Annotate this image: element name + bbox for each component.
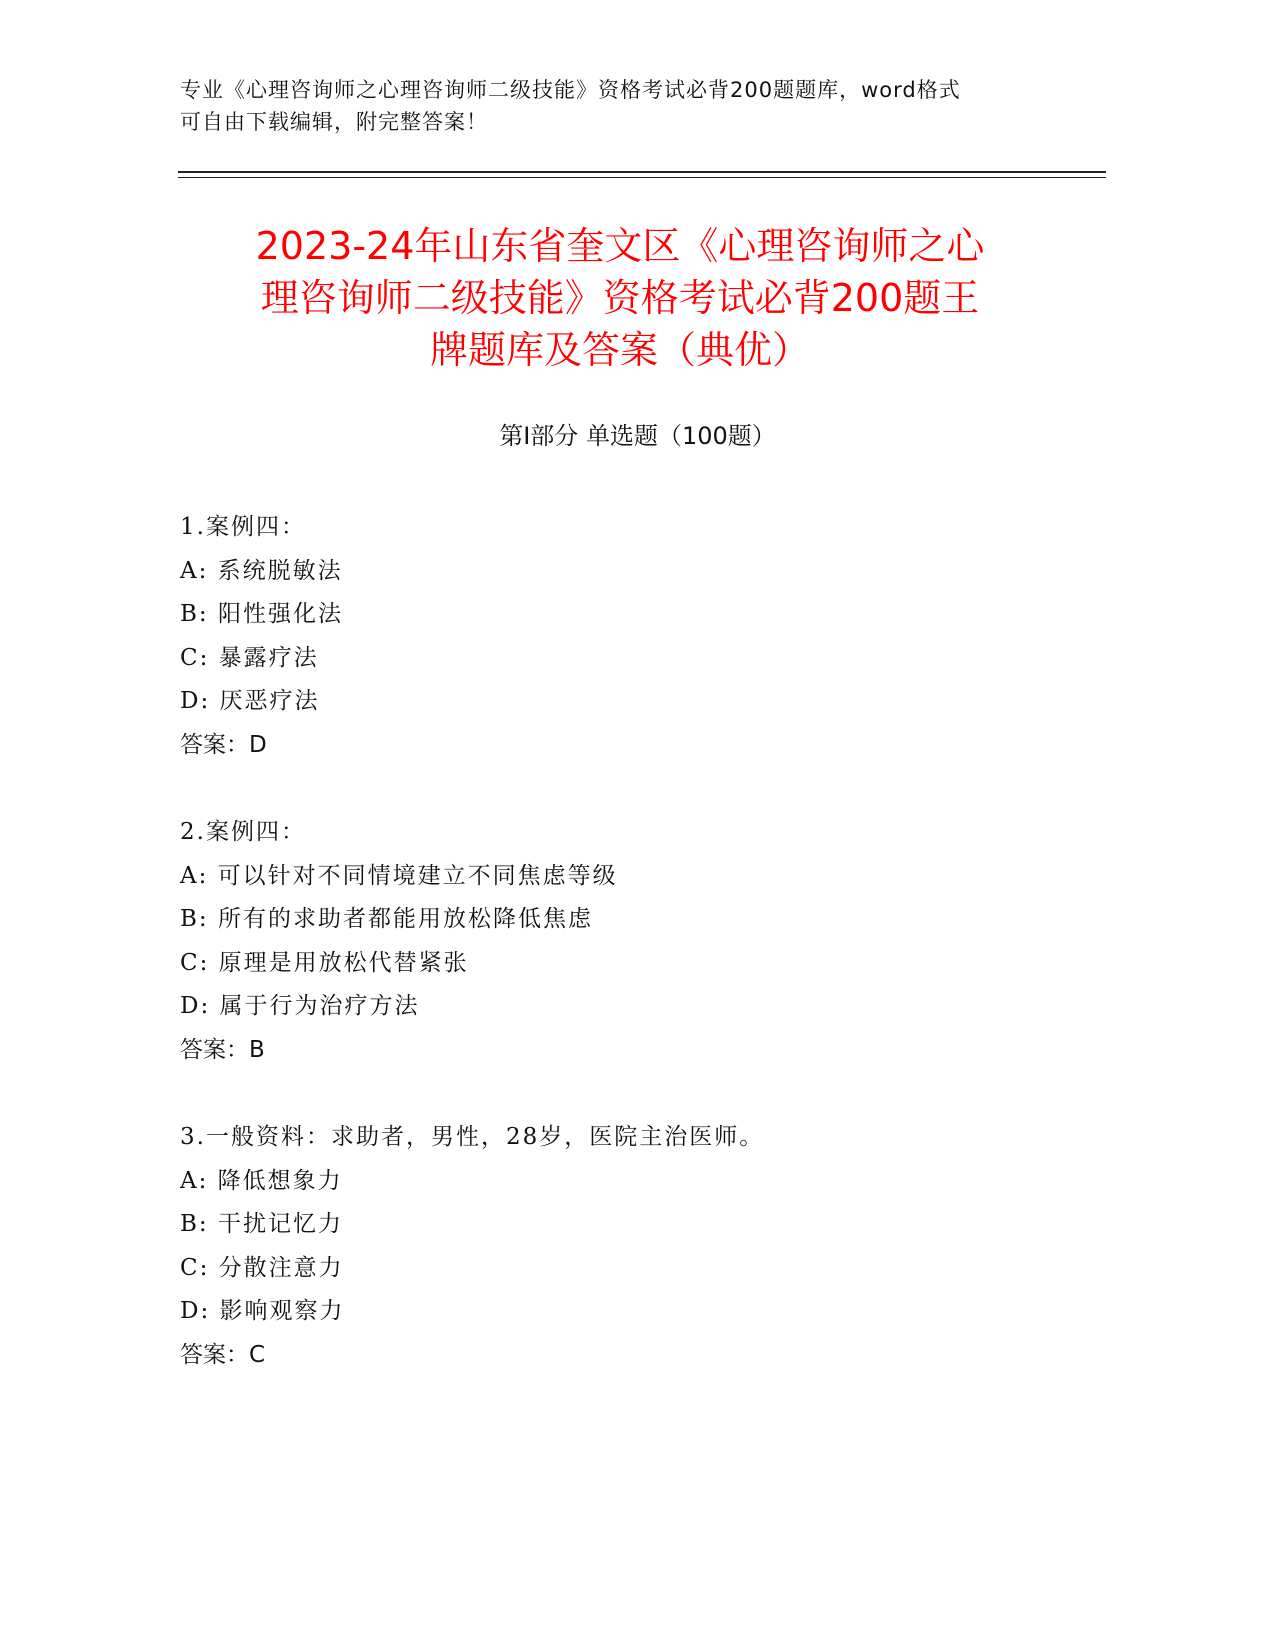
question-stem: 1.案例四： [180, 514, 306, 540]
question-item [180, 1116, 1080, 1377]
option-b: B: 阳性强化法 [180, 601, 343, 627]
option-b: B: 所有的求助者都能用放松降低焦虑 [180, 906, 593, 932]
answer: 答案：D [180, 731, 267, 758]
question-stem: 2.案例四： [180, 819, 306, 845]
document-title-line: 理咨询师二级技能》资格考试必背200题王 [260, 276, 980, 320]
answer: 答案：C [180, 1341, 266, 1368]
header-divider-thin [178, 177, 1106, 178]
question-item [180, 506, 1080, 767]
option-c: C: 暴露疗法 [180, 644, 319, 671]
document-title [150, 220, 1090, 376]
option-d: D: 影响观察力 [180, 1298, 345, 1324]
header-note-line: 可自由下载编辑，附完整答案！ [180, 110, 488, 134]
header-note [180, 74, 1080, 138]
option-b: B: 干扰记忆力 [180, 1211, 343, 1237]
option-a: A: 系统脱敏法 [180, 557, 343, 584]
question-stem: 3.一般资料：求助者，男性，28岁，医院主治医师。 [180, 1124, 765, 1150]
option-d: D: 属于行为治疗方法 [180, 993, 420, 1019]
question-item [180, 811, 1080, 1072]
option-a: A: 可以针对不同情境建立不同焦虑等级 [180, 862, 618, 889]
document-title-line: 牌题库及答案（典优） [429, 328, 810, 372]
header-divider-thick [178, 171, 1106, 173]
document-title-line: 2023-24年山东省奎文区《心理咨询师之心 [255, 224, 985, 268]
option-d: D: 厌恶疗法 [180, 688, 320, 714]
option-c: C: 分散注意力 [180, 1254, 344, 1281]
option-a: A: 降低想象力 [180, 1167, 343, 1194]
option-c: C: 原理是用放松代替紧张 [180, 949, 469, 976]
header-note-line: 专业《心理咨询师之心理咨询师二级技能》资格考试必背200题题库，word格式 [180, 78, 961, 102]
answer: 答案：B [180, 1036, 265, 1063]
question-list [180, 506, 1080, 1421]
section-title: 第Ⅰ部分 单选题（100题） [499, 422, 776, 450]
